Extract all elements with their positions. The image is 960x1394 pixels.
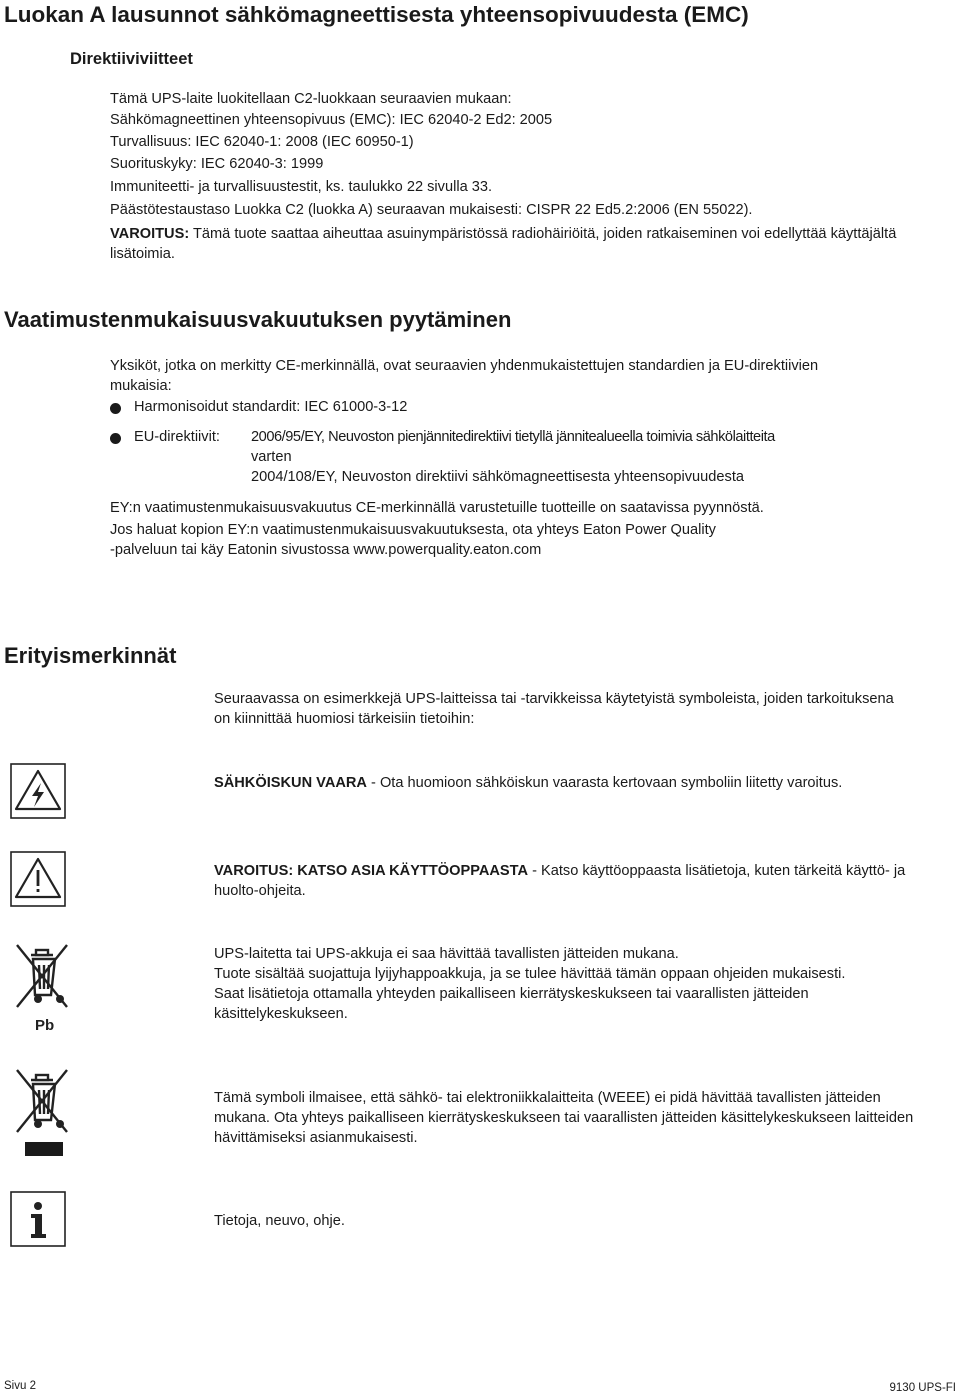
warning-text: Tämä tuote saattaa aiheuttaa asuinympäristössä radiohäiriöitä, joiden ratkaiseminen voi edellyttää käyttäjältä lisätoimia.: [110, 226, 897, 262]
page-title: Luokan A lausunnot sähkömagneettisesta yhteensopivuudesta (EMC): [4, 2, 749, 27]
conformity-para2-line2: -palveluun tai käy Eatonin sivustossa www.powerquality.eaton.com: [110, 542, 542, 558]
manual-label: VAROITUS: KATSO ASIA KÄYTTÖOPPAASTA: [214, 863, 529, 879]
shock-text: - Ota huomioon sähköiskun vaarasta kertovaan symboliin liitetty varoitus.: [366, 775, 843, 791]
shock-description: [214, 773, 914, 793]
conformity-para1: EY:n vaatimustenmukaisuusvakuutus CE-merkinnällä varustetuille tuotteille on saatavissa pyynnöstä.: [110, 500, 764, 516]
directive-warning: [110, 224, 910, 264]
directives-heading: Direktiiviviitteet: [70, 50, 193, 68]
directive-lvd-cont: varten: [251, 449, 292, 465]
manual-text: - Katso käyttöoppaasta lisätietoja, kuten tärkeitä käyttö- ja huolto-ohjeita.: [214, 863, 906, 899]
directive-line: Immuniteetti- ja turvallisuustestit, ks. taulukko 22 sivulla 33.: [110, 179, 493, 195]
directive-lvd: 2006/95/EY, Neuvoston pienjännitedirektiivi tietyllä jännitealueella toimivia sähkölaitteita: [251, 429, 775, 445]
document-code: 9130 UPS-FI: [889, 1382, 956, 1394]
special-heading: Erityismerkinnät: [4, 643, 177, 668]
battery-line: Saat lisätietoja ottamalla yhteyden paikalliseen kierrätyskeskukseen tai vaarallisten jätteiden käsittelykeskukseen.: [214, 986, 809, 1022]
conformity-para2-line1: Jos haluat kopion EY:n vaatimustenmukaisuusvakuutuksesta, ota yhteys Eaton Power Quality: [110, 522, 716, 538]
directive-line: Päästötestaustaso Luokka C2 (luokka A) seuraavan mukaisesti: CISPR 22 Ed5.2:2006 (EN 55022).: [110, 202, 753, 218]
warning-label: VAROITUS:: [110, 226, 190, 242]
weee-description: Tämä symboli ilmaisee, että sähkö- tai elektroniikkalaitteita (WEEE) ei pidä hävittää tavallisten jätteiden mukana. Ota yhteys paikalliseen kierrätyskeskukseen tai vaarallisten jätteiden käsittelykeskukseen laitteiden hävittämiseksi asianmukaisesti.: [214, 1090, 914, 1146]
directive-line: Tämä UPS-laite luokitellaan C2-luokkaan seuraavien mukaan:: [110, 91, 512, 107]
info-icon: [10, 1191, 66, 1247]
directive-emc: 2004/108/EY, Neuvoston direktiivi sähkömagneettisesta yhteensopivuudesta: [251, 469, 744, 485]
warning-triangle-icon: [10, 851, 66, 907]
battery-line: UPS-laitetta tai UPS-akkuja ei saa hävittää tavallisten jätteiden mukana.: [214, 946, 679, 962]
battery-line: Tuote sisältää suojattuja lyijyhappoakkuja, ja se tulee hävittää tämän oppaan ohjeiden mukaisesti.: [214, 966, 846, 982]
directive-line: Turvallisuus: IEC 62040-1: 2008 (IEC 60950-1): [110, 134, 414, 150]
bullet-dot: [110, 403, 121, 414]
page-number: Sivu 2: [4, 1380, 36, 1392]
shock-label: SÄHKÖISKUN VAARA: [214, 775, 367, 791]
pb-label: Pb: [35, 1017, 55, 1033]
conformity-bullet-standards: Harmonisoidut standardit: IEC 61000-3-12: [134, 399, 408, 415]
conformity-bullet-label: EU-direktiivit:: [134, 429, 220, 445]
info-description: Tietoja, neuvo, ohje.: [214, 1213, 345, 1229]
conformity-heading: Vaatimustenmukaisuusvakuutuksen pyytäminen: [4, 307, 512, 332]
crossed-bin-pb-icon: [13, 941, 71, 1033]
bullet-dot: [110, 433, 121, 444]
conformity-intro: Yksiköt, jotka on merkitty CE-merkinnällä, ovat seuraavien yhdenmukaistettujen standardien ja EU-direktiivien mukaisia:: [110, 358, 819, 394]
battery-disposal-text: [214, 944, 914, 1024]
manual-description: [214, 861, 914, 901]
electric-shock-icon: [10, 763, 66, 819]
directive-line: Sähkömagneettinen yhteensopivuus (EMC): IEC 62040-2 Ed2: 2005: [110, 112, 553, 128]
weee-crossed-bin-icon: [13, 1066, 71, 1160]
special-intro: Seuraavassa on esimerkkejä UPS-laitteissa tai -tarvikkeissa käytetyistä symboleista, joiden tarkoituksena on kiinnittää huomiosi tärkeisiin tietoihin:: [214, 691, 894, 727]
directive-line: Suorituskyky: IEC 62040-3: 1999: [110, 156, 324, 172]
